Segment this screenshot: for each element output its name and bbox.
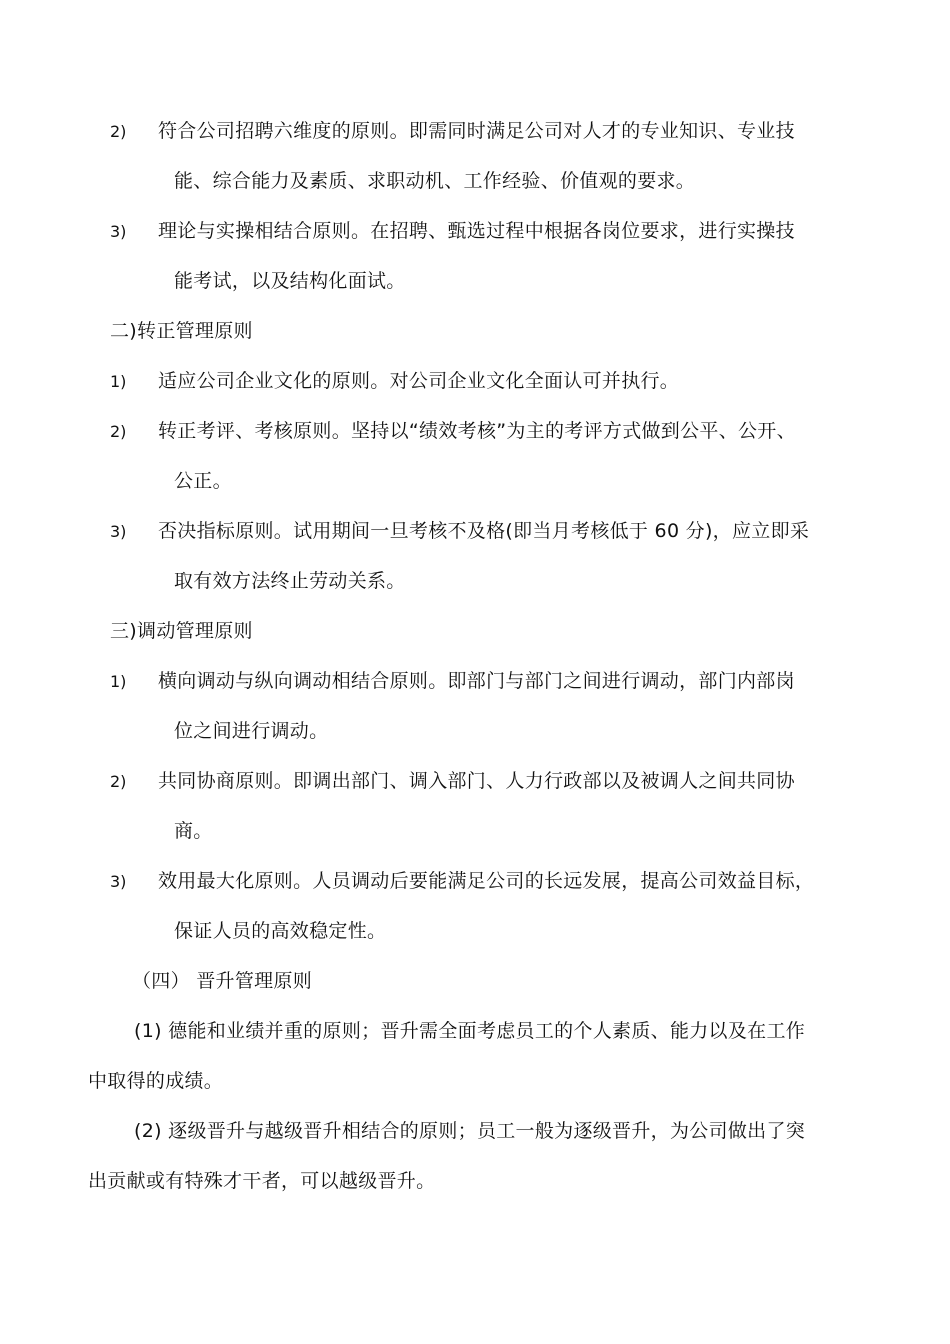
list-number: 3)	[110, 872, 127, 891]
list-item-text: 适应公司企业文化的原则。对公司企业文化全面认可并执行。	[158, 370, 680, 392]
list-number: 2)	[110, 122, 127, 141]
list-item-text-continued: 位之间进行调动。	[174, 720, 329, 742]
list-item-text: 理论与实操相结合原则。在招聘、甄选过程中根据各岗位要求，进行实操技	[158, 220, 795, 242]
list-item-text-continued: 公正。	[174, 470, 232, 492]
list-number: 1)	[110, 672, 127, 691]
list-item-text-continued: 能考试，以及结构化面试。	[174, 270, 406, 292]
paragraph-text: (1) 德能和业绩并重的原则；晋升需全面考虑员工的个人素质、能力以及在工作	[134, 1020, 806, 1042]
list-number: 1)	[110, 372, 127, 391]
paragraph-text: (2) 逐级晋升与越级晋升相结合的原则；员工一般为逐级晋升，为公司做出了突	[134, 1120, 806, 1142]
paragraph-text-continued: 中取得的成绩。	[88, 1070, 224, 1092]
list-item-text: 转正考评、考核原则。坚持以“绩效考核”为主的考评方式做到公平、公开、	[158, 420, 796, 442]
section-heading: （四） 晋升管理原则	[132, 970, 313, 992]
list-item-text: 效用最大化原则。人员调动后要能满足公司的长远发展，提高公司效益目标，	[158, 870, 815, 892]
paragraph-text-continued: 出贡献或有特殊才干者，可以越级晋升。	[88, 1170, 436, 1192]
list-item-text: 共同协商原则。即调出部门、调入部门、人力行政部以及被调人之间共同协	[158, 770, 795, 792]
list-number: 2)	[110, 422, 127, 441]
section-heading: 二)转正管理原则	[110, 320, 253, 342]
list-item-text-continued: 保证人员的高效稳定性。	[174, 920, 387, 942]
list-number: 3)	[110, 522, 127, 541]
section-heading: 三)调动管理原则	[110, 620, 253, 642]
list-item-text: 横向调动与纵向调动相结合原则。即部门与部门之间进行调动，部门内部岗	[158, 670, 795, 692]
list-item-text: 符合公司招聘六维度的原则。即需同时满足公司对人才的专业知识、专业技	[158, 120, 795, 142]
list-item-text: 否决指标原则。试用期间一旦考核不及格(即当月考核低于 60 分)，应立即采	[158, 520, 810, 542]
list-number: 3)	[110, 222, 127, 241]
list-item-text-continued: 取有效方法终止劳动关系。	[174, 570, 406, 592]
list-number: 2)	[110, 772, 127, 791]
list-item-text-continued: 能、综合能力及素质、求职动机、工作经验、价值观的要求。	[174, 170, 696, 192]
list-item-text-continued: 商。	[174, 820, 213, 842]
